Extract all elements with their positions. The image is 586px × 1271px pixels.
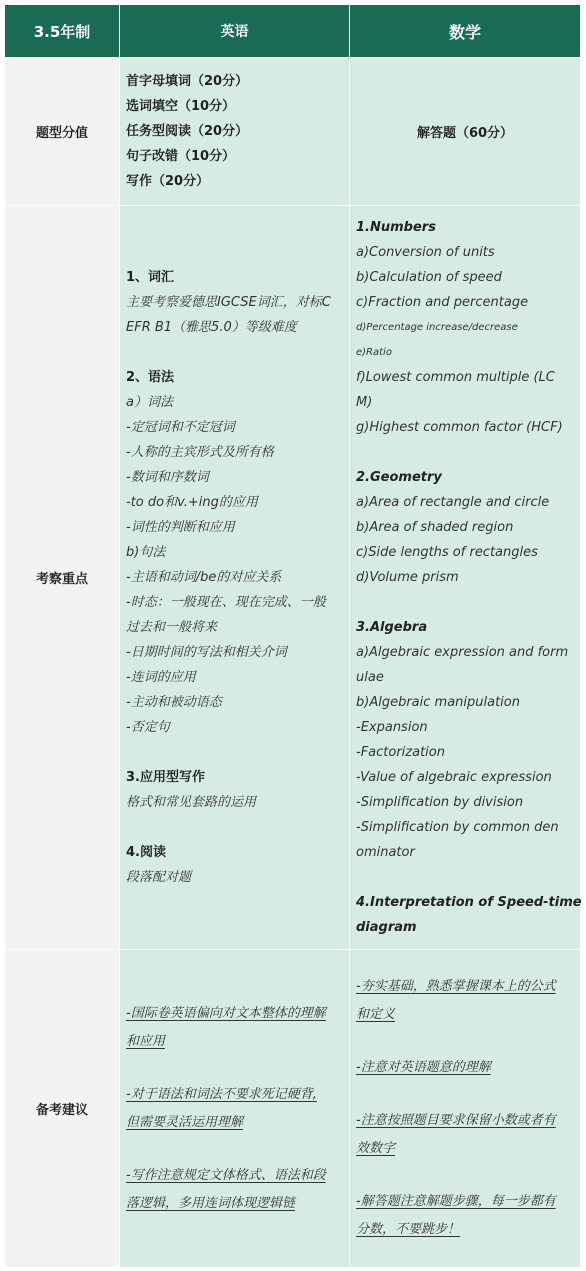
advice-line: -夯实基础，熟悉掌握课本上的公式	[356, 979, 556, 994]
advice-line: -写作注意规定文体格式、语法和段	[126, 1167, 326, 1183]
header-row	[5, 5, 581, 58]
math-key-points	[350, 206, 581, 950]
section-title: 2.Geometry	[356, 470, 442, 485]
text-line: 过去和一般将来	[126, 620, 218, 635]
comparison-table	[4, 4, 581, 1268]
text-line: b)Area of shaded region	[356, 520, 514, 535]
list-item: 首字母填词（20分）	[126, 74, 249, 89]
row-key-points	[5, 206, 581, 950]
row-question-types	[5, 58, 581, 206]
text-line: b)Algebraic manipulation	[356, 695, 520, 710]
english-prep-advice	[120, 950, 350, 1268]
text-line: -连词的应用	[126, 670, 196, 685]
advice-line: -注意对英语题意的理解	[356, 1060, 491, 1075]
text-line: M)	[356, 395, 373, 410]
text-line: -Value of algebraic expression	[356, 770, 552, 785]
text-line: -时态：一般现在、现在完成、一般	[126, 595, 326, 610]
text-line: 主要考察爱德思IGCSE词汇，对标C	[126, 295, 331, 310]
advice-line: 和应用	[126, 1033, 166, 1049]
text-line: -Factorization	[356, 745, 445, 760]
text-line: a）词法	[126, 395, 173, 410]
list-item: 写作（20分）	[126, 174, 210, 189]
text-line: -日期时间的写法和相关介词	[126, 645, 287, 660]
text-line: -词性的判断和应用	[126, 520, 235, 535]
text-line: a)Area of rectangle and circle	[356, 495, 550, 510]
text-line: d)Volume prism	[356, 570, 459, 585]
text-line: b)句法	[126, 545, 166, 560]
text-line: -Expansion	[356, 720, 428, 735]
list-item: 选词填空（10分）	[126, 99, 236, 114]
section-title: 3.Algebra	[356, 620, 428, 635]
text-line: -数词和序数词	[126, 470, 209, 485]
list-item: 句子改错（10分）	[126, 149, 236, 164]
text-line: -to do和v.+ing的应用	[126, 495, 258, 510]
english-question-types	[120, 58, 350, 206]
advice-line: 分数，不要跳步！	[356, 1222, 461, 1237]
text-line: e)Ratio	[356, 347, 392, 358]
advice-line: -国际卷英语偏向对文本整体的理解	[126, 1005, 326, 1021]
advice-line: 落逻辑，多用连词体现逻辑链	[126, 1195, 296, 1211]
text-line: -定冠词和不定冠词	[126, 420, 235, 435]
header-duration: 3.5年制	[5, 5, 120, 58]
text-line: c)Fraction and percentage	[356, 295, 529, 310]
text-line: d)Percentage increase/decrease	[356, 322, 518, 333]
label-prep-advice: 备考建议	[5, 950, 120, 1268]
section-title: 1、词汇	[126, 270, 175, 285]
section-title: 1.Numbers	[356, 220, 436, 235]
english-key-points	[120, 206, 350, 950]
label-question-types: 题型分值	[5, 58, 120, 206]
text-line: g)Highest common factor (HCF)	[356, 420, 563, 435]
text-line: a)Algebraic expression and form	[356, 645, 569, 660]
text-line: 段落配对题	[126, 870, 192, 885]
math-question-types: 解答题（60分）	[350, 58, 581, 206]
text-line: c)Side lengths of rectangles	[356, 545, 538, 560]
section-title: 3.应用型写作	[126, 770, 205, 785]
section-title: diagram	[356, 920, 417, 935]
text-line: -Simplification by division	[356, 795, 524, 810]
header-english: 英语	[120, 5, 350, 58]
text-line: ominator	[356, 845, 415, 860]
text-line: EFR B1（雅思5.0）等级难度	[126, 320, 297, 335]
section-title: 4.阅读	[126, 845, 166, 860]
text-line: f)Lowest common multiple (LC	[356, 370, 555, 385]
math-prep-advice	[350, 950, 581, 1268]
header-math: 数学	[350, 5, 581, 58]
list-item: 任务型阅读（20分）	[126, 124, 249, 139]
text-line: a)Conversion of units	[356, 245, 495, 260]
advice-line: 和定义	[356, 1007, 396, 1022]
advice-line: -对于语法和词法不要求死记硬背,	[126, 1086, 317, 1102]
section-title: 4.Interpretation of Speed-time	[356, 895, 582, 910]
text-line: ulae	[356, 670, 384, 685]
text-line: -Simplification by common den	[356, 820, 559, 835]
row-prep-advice	[5, 950, 581, 1268]
text-line: -否定句	[126, 720, 170, 735]
text-line: -主语和动词/be的对应关系	[126, 570, 282, 585]
advice-line: 效数字	[356, 1141, 396, 1156]
advice-line: 但需要灵活运用理解	[126, 1114, 244, 1130]
advice-line: -解答题注意解题步骤，每一步都有	[356, 1194, 556, 1209]
advice-line: -注意按照题目要求保留小数或者有	[356, 1113, 556, 1128]
label-key-points: 考察重点	[5, 206, 120, 950]
text-line: 格式和常见套路的运用	[126, 795, 257, 810]
section-title: 2、语法	[126, 370, 175, 385]
text-line: -人称的主宾形式及所有格	[126, 445, 274, 460]
text-line: -主动和被动语态	[126, 695, 222, 710]
text-line: b)Calculation of speed	[356, 270, 502, 285]
